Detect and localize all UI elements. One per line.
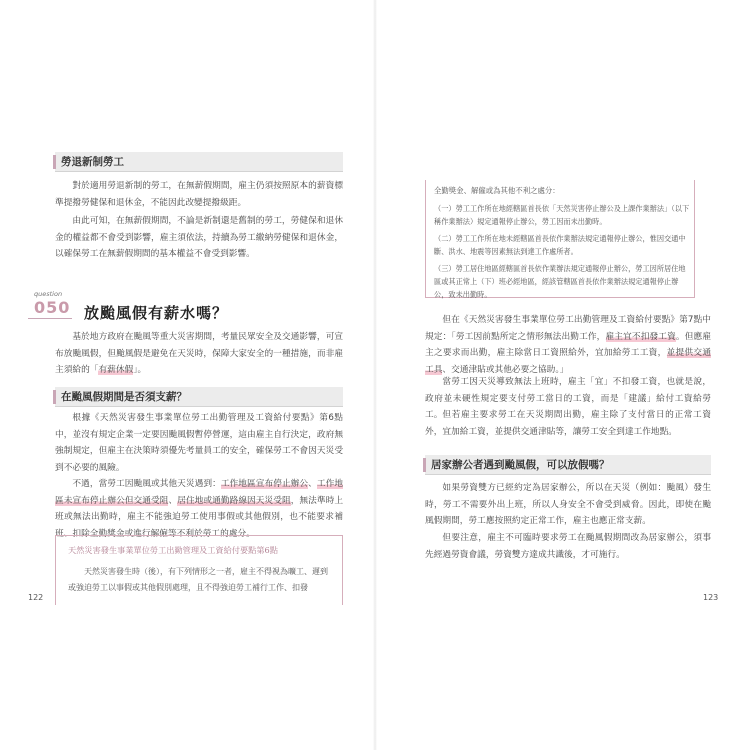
highlight: 工作地區未宣布停止辦公但交通受阻 (55, 479, 344, 506)
question-title: 放颱風假有薪水嗎？ (84, 304, 229, 322)
paragraph: 但在《天然災害發生事業單位勞工出勤管理及工資給付要點》第7點中規定：「勞工因前點所定之情形無法出勤工作，雇主宜不扣發工資。但應雇主之要求而出勤，雇主除當日工資照給外，宜加給勞工工資，並提供交通工具、交通津貼或其他必要之協助。」 (425, 315, 712, 375)
law-item: （二）勞工工作所在地未經轄區首長依作業辦法規定通報停止辦公，惟因交通中斷、洪水、地震等因素無法到達工作處所者。 (434, 234, 686, 256)
law-lead: 全勤獎金、解僱或為其他不利之處分： (434, 186, 560, 195)
page-number: 122 (28, 593, 44, 602)
section-heading-pay: 在颱風假期間是否須支薪？ (55, 387, 343, 407)
paragraph: 但要注意，雇主不可臨時要求勞工在颱風假期間改為居家辦公，須事先經過勞資會議，勞資雙方達成共識後，才可施行。 (425, 533, 711, 560)
paragraph: 不過，當勞工因颱風或其他天災遇到：工作地區宣布停止辦公、工作地區未宣布停止辦公但交通受阻、居住地或通勤路線因天災受阻，無法準時上班或無法出勤時，雇主不能強迫勞工使用事假或其他假別，也不能要求補班、扣除全勤獎金或進行解僱等不利於勞工的處分。 (55, 479, 344, 539)
law-box-continued (425, 180, 695, 298)
page-number: 123 (703, 593, 719, 602)
highlight: 並提供交通工具 (425, 348, 712, 375)
question-number: 050 (34, 298, 71, 317)
section-heading-new-pension: 勞退新制勞工 (55, 152, 343, 172)
highlight: 居住地或通勤路線因天災受阻 (177, 495, 291, 506)
paragraph: 根據《天然災害發生事業單位勞工出勤管理及工資給付要點》第6點中，並沒有規定企業一定要因颱風假暫停營運，這由雇主自行決定，政府無強制規定，但雇主在決策時須優先考量員工的安全，確保勞工不會因天災受到不必要的風險。 (55, 413, 343, 473)
highlight: 雇主宜不扣發工資 (605, 331, 676, 342)
paragraph: 如果勞資雙方已經約定為居家辦公，所以在天災（例如：颱風）發生時，勞工不需要外出上班，所以人身安全不會受到威脅。因此，即使在颱風假期間，勞工應按照約定正常工作，雇主也應正常支薪。 (425, 483, 711, 526)
paragraph: 由此可知，在無薪假期間，不論是新制還是舊制的勞工，勞健保和退休金的權益都不會受到影響，雇主須依法，持續為勞工繳納勞健保和退休金，以確保勞工在無薪假期間的基本權益不會受到影響。 (55, 216, 343, 259)
highlight: 有薪休假 (98, 365, 134, 375)
paragraph: 但若雇主要求勞工在天災期間出勤，雇主除了支付當日的正常工資外，宜加給工資，並提供交通津貼等，讓勞工安全到達工作地點。 (425, 410, 711, 437)
heading-marker (423, 458, 426, 472)
paragraph: 對於適用勞退新制的勞工，在無薪假期間，雇主仍須按照原本的薪資標準提撥勞健保和退休金，不能因此改變提撥級距。 (55, 181, 343, 208)
law-item: （一）勞工工作所在地經轄區首長依「天然災害停止辦公及上課作業辦法」（以下稱作業辦法）規定通報停止辦公，勞工因而未出勤時。 (434, 204, 690, 226)
paragraph: 基於地方政府在颱風等重大災害期間，考量民眾安全及交通影響，可宣布放颱風假，但颱風假是避免在天災時，保障大家安全的一種措施，而非雇主須給的「有薪休假」。 (55, 332, 343, 375)
law-text: 天然災害發生時（後），有下列情形之一者，雇主不得視為曠工、遲到或強迫勞工以事假或其他假別處理，且不得強迫勞工補行工作、扣發 (68, 567, 328, 592)
paragraph: 當勞工因天災導致無法上班時，雇主「宜」不扣發工資，也就是說，政府並未硬性規定要支付勞工當日的工資，而是「建議」給付工資給勞工。 (425, 377, 711, 420)
law-item: （三）勞工居住地區經轄區首長依作業辦法規定通報停止辦公，勞工因所居住地區或其正常上（下）班必經地區，經該管轄區首長依作業辦法規定通報停止辦公，致未出勤時。 (434, 264, 686, 299)
highlight: 工作地區宣布停止辦公 (220, 479, 309, 489)
question-label: question (34, 290, 63, 298)
law-title: 天然災害發生事業單位勞工出勤管理及工資給付要點第6點 (68, 545, 278, 555)
section-heading-remote-work: 居家辦公者遇到颱風假，可以放假嗎？ (425, 455, 711, 475)
